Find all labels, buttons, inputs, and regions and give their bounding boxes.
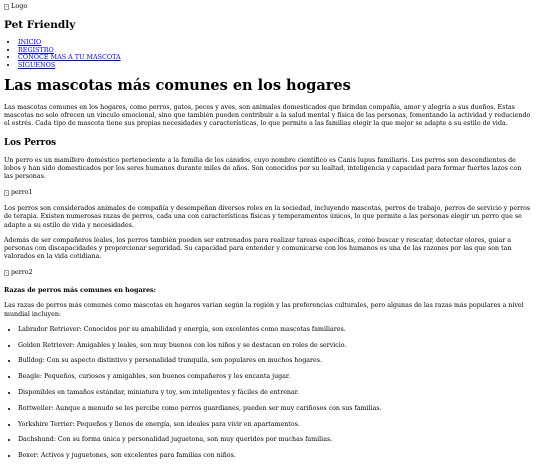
- dog-image-1-alt: perro1: [11, 189, 33, 197]
- breeds-list: [4, 326, 534, 460]
- list-item: • Golden Retriever: Amigables y leales, son muy buenos con los niños y se destacan en roles de servicio.: [18, 342, 534, 350]
- section-heading-dogs: Los Perros: [4, 137, 57, 148]
- list-item: • Bulldog: Con su aspecto distintivo y personalidad tranquila, son populares en muchos hogares.: [18, 357, 534, 365]
- dog-image-2: [4, 268, 534, 277]
- nav-link-inicio[interactable]: INICIO: [18, 38, 42, 46]
- list-item: • Labrador Retriever: Conocidos por su amabilidad y energía, son excelentes como mascotas familiares.: [18, 326, 534, 334]
- list-item: • Rottweiler: Aunque a menudo se les percibe como perros guardianes, pueden ser muy cariñosos con sus familias.: [18, 405, 534, 413]
- list-item: • Yorkshire Terrier: Pequeños y llenos de energía, son ideales para vivir en apartamentos.: [18, 421, 534, 429]
- nav-link-registro[interactable]: REGISTRO: [18, 45, 54, 54]
- nav-link-siguenos[interactable]: SÍGUENOS: [18, 60, 56, 69]
- nav-link-conoce[interactable]: CONOCE MAS A TU MASCOTA: [18, 53, 121, 61]
- intro-paragraph: Las mascotas comunes en los hogares, como perros, gatos, peces y aves, son animales domesticados que brindan compañía, amor y alegría a sus dueños. Estas mascotas no solo ofrecen un vínculo emocional, sino que también pueden contribuir a la salud mental y física de las personas, fomentando la actividad y reduciendo el estrés. Cada tipo de mascota tiene sus propias necesidades y características, lo que permite a las familias elegir la que mejor se adapte a su estilo de vida.: [4, 104, 531, 128]
- nav-item-inicio: [18, 39, 534, 47]
- dog-image-2-alt: perro2: [11, 269, 33, 277]
- breeds-heading: Razas de perros más comunes en hogares:: [4, 286, 156, 295]
- nav-item-conoce: [18, 54, 534, 62]
- dogs-paragraph-1: Un perro es un mamífero doméstico perteneciente a la familia de los cánidos, cuyo nombre científico es Canis lupus familiaris. Los perros son descendientes de lobos y han sido domesticados por los seres humanos durante miles de años. Son conocidos por su lealtad, inteligencia y capacidad para formar fuertes lazos con las personas.: [4, 156, 522, 181]
- dogs-paragraph-2: Los perros son considerados animales de compañía y desempeñan diversos roles en la sociedad, incluyendo mascotas, perros de trabajo, perros de servicio y perros de terapia. Existen numerosas razas de perros, cada una con características físicas y temperamentos únicos, lo que permite a las personas elegir un perro que se adapte a su estilo de vida y necesidades.: [4, 205, 531, 229]
- nav-list: [4, 39, 534, 69]
- list-item: • Dachshund: Con su forma única y personalidad juguetona, son muy queridos por muchas familias.: [18, 436, 534, 444]
- logo-image: [4, 2, 534, 11]
- list-item: • Boxer: Activos y juguetones, son excelentes para familias con niños.: [18, 452, 534, 460]
- page-title: Las mascotas más comunes en los hogares: [4, 77, 351, 94]
- list-item: • Beagle: Pequeños, curiosos y amigables, son buenos compañeros y les encanta jugar.: [18, 373, 534, 381]
- dogs-paragraph-3: Además de ser compañeros leales, los perros también pueden ser entrenados para realizar tareas específicas, como buscar y rescatar, detectar olores, guiar a personas con discapacidades y proporcionar seguridad. Su capacidad para entender y comunicarse con los humanos es una de las razones por las que son tan valorados en la vida cotidiana.: [4, 236, 512, 261]
- main-content: [4, 77, 534, 460]
- breeds-intro: Las razas de perros más comunes como mascotas en hogares varían según la región y las preferencias culturales, pero algunas de las razas más populares a nivel mundial incluyen:: [4, 302, 524, 318]
- dog-image-1: [4, 188, 534, 197]
- list-item: • Disponibles en tamaños estándar, miniatura y toy, son inteligentes y fáciles de entrenar.: [18, 389, 534, 397]
- nav-item-siguenos: [18, 62, 534, 70]
- page: [4, 2, 534, 468]
- broken-image-icon: [4, 190, 9, 196]
- site-title: Pet Friendly: [4, 19, 76, 31]
- broken-image-icon: [4, 4, 9, 10]
- logo-alt-text: Logo: [11, 2, 28, 10]
- broken-image-icon: [4, 270, 9, 276]
- main-nav: [4, 39, 534, 69]
- site-header: [4, 2, 534, 31]
